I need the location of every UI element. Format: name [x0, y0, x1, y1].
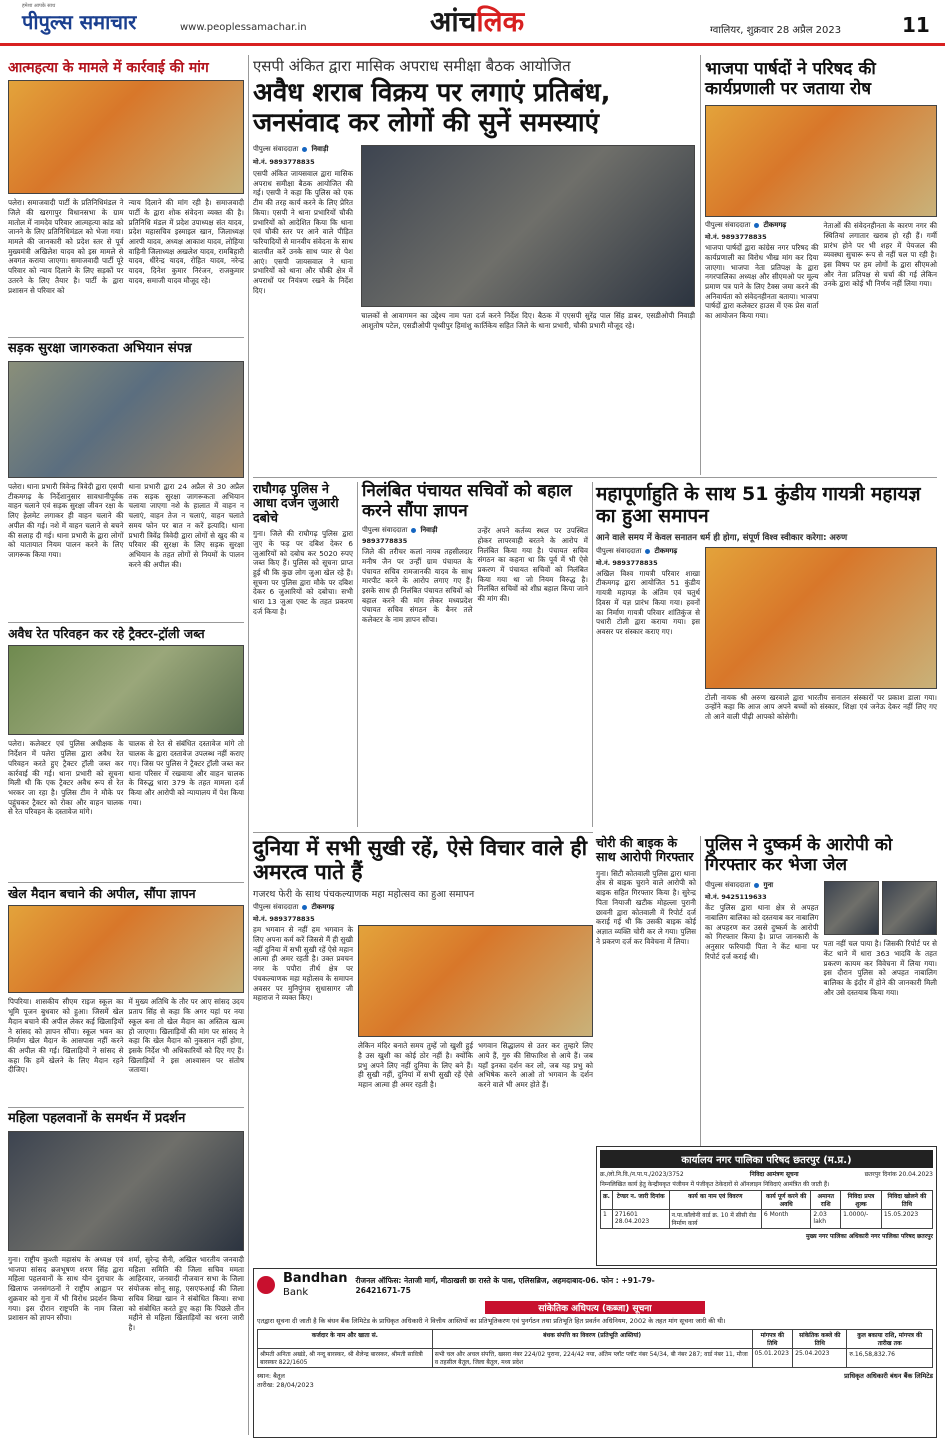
bullet-icon: [645, 549, 650, 554]
story-text: भाजपा पार्षदों द्वारा कांग्रेस नगर परिषद की कार्यप्रणाली का विरोध भीख मांग कर दिया जाएगा। भाजपा नेता प्रतिपक्ष के द्वारा नगरपालिका अध्यक्ष और सीएमओ पर मूल्य प्रमाण पत्र पाने के लिए टैक्स जमा करने की अनिवार्यता को संवेदनहीनता बताया। भाजपा पार्षदों द्वारा कलेक्टर हाउस में एक प्रेस वार्ता का आयोजन किया गया।: [705, 243, 819, 321]
headline: अवैध शराब विक्रय पर लगाएं प्रतिबंध, जनसंवाद कर लोगों की सुनें समस्याएं: [253, 78, 611, 139]
story-rajgarh: [253, 482, 353, 830]
story-text: हम भगवान से नहीं हम भगवान के लिए अपना कर्म करें जिससे मैं ही सुखी नहीं दुनिया में सभी सुखी रहें ऐसे महान आत्मा ही अमर रहती है। उक्त प्रवचन नगर के पपौरा तीर्थ क्षेत्र पर पंचकल्याणक महा महोत्सव के समापन अवसर पर मुनिपुंगव सुधासागर जी महाराज ने व्यक्त किए।: [253, 925, 353, 1003]
divider: [8, 622, 244, 623]
bullet-icon: [754, 223, 759, 228]
bank-place: स्थान: बैतूल: [257, 1371, 285, 1380]
mobile-number: मो.नं. 9893778835: [705, 233, 767, 242]
story-text: पलेरा। समाजवादी पार्टी के प्रतिनिधिमंडल ने जिले की खरगापुर विधानसभा के ग्राम मातोल में नामदेव परिवार आत्महत्या कांड को जानने के लिए प्रतिनिधिमंडल को भेजा गया। मामले की जानकारी को प्रदेश स्तर से पूर्व मुख्यमंत्री अखिलेश यादव को इस मामले से अवगत कराया जाएगा। समाजवादी पार्टी पूरे परिवार को न्याय दिलाने के लिए सड़कों पर उतरने के लिए तैयार है। पार्टी के द्वारा प्रशासन से परिवार को: [8, 198, 124, 295]
table-row: श्रीमती अनिता अखंडे, श्री नन्दू बारस्कर, श्री शैलेन्द्र बारस्कर, श्रीमती सावित्री बारस्कर 822/1605 सभी चल और अचल संपत्ति, खसरा नंबर 224/02 पुराना, 224/42 नया, अंतिम प्लॉट प्लॉट नंबर 54/34, बी नंबर 287; वार्ड नंबर 11, मौजा व तहसील बैतूल, जिला बैतूल, मध्य प्रदेश 05.01.2023 25.04.2023 रु.16,58,832.76: [258, 1348, 933, 1367]
headline: खेल मैदान बचाने की अपील, सौंपा ज्ञापन: [8, 886, 196, 901]
story-text: चालक से रेत से संबंधित दस्तावेज मांगे तो चालक के द्वारा दस्तावेज उपलब्ध नहीं कराए गए। जिस पर पुलिस ने ट्रैक्टर ट्रॉली जब्त कर थाना परिसर में रखवाया और वाहन चालक के विरुद्ध धारा 379 के तहत मामला दर्ज किया और आरोपी को न्यायालय में पेश किया गया।: [128, 739, 244, 807]
tender-ref: क्र./लो.नि.वि./न.पा.प./2023/3752: [600, 1171, 684, 1178]
story-text: पिपरिया। शासकीय सीएम राइज स्कूल का भूमि पूजन बुधवार को हुआ। जिसमें खेल मैदान बचाने की अपील लेकर कई खिलाड़ियों ने सांसद को ज्ञापन सौंपा। स्कूल भवन का निर्माण खेल मैदान के आसपास नहीं करने की अपील की गई। खिलाड़ियों ने सांसद से कहा कि हमें खेलने के लिए मैदान रहने दीजिए।: [8, 997, 124, 1075]
headline: भाजपा पार्षदों ने परिषद की कार्यप्रणाली पर जताया रोष: [705, 59, 876, 99]
column-divider: [700, 55, 701, 475]
divider: [8, 1107, 244, 1108]
divider: [8, 882, 244, 883]
mobile-number: 9893778835: [362, 537, 408, 546]
story-tractor: [8, 627, 244, 879]
bank-logo-icon: [257, 1276, 275, 1294]
story-gayatri: [596, 484, 937, 824]
story-suspended: [362, 482, 588, 830]
masthead: [0, 0, 945, 46]
story-text: गुना। जिले की राघौगढ़ पुलिस द्वारा जुए के फड़ पर दबिश देकर 6 जुआरियों को दबोच कर 5020 रुपए जब्त किए हैं। पुलिस को सूचना प्राप्त हुई थी कि कुछ लोग जुआ खेल रहे हैं। सूचना पर पुलिस द्वारा मौके पर दबिश देकर 6 जुआरियों को दबोचा। सभी धारा 13 जुआ एक्ट के तहत प्रकरण दर्ज किया है।: [253, 529, 353, 616]
photo-protest-group: [8, 80, 244, 194]
story-text: थाना प्रभारी द्वारा 24 अप्रैल से 30 अप्रैल तक सड़क सुरक्षा जागरूकता अभियान चलाया जाएगा नशे के हालात में वाहन न चलाएं, वाहन तेज न चलाएं, वाहन चलाते समय फोन पर बात न करें इत्यादि। थाना प्रभारी त्रिवेंद्र त्रिवेदी द्वारा लोगों से खुद की व परिवार की सुरक्षा के लिए सड़क सुरक्षा अभियान के तहत लोगों से नियमों के पालन करने की अपील की।: [128, 481, 244, 569]
headline: महापूर्णाहुति के साथ 51 कुंडीय गायत्री महायज्ञ का हुआ समापन: [596, 483, 921, 527]
photo-yagya: [705, 547, 937, 689]
photo-players-memorandum: [8, 905, 244, 993]
story-text: पलेरा। कलेक्टर एवं पुलिस अधीक्षक के निर्देशन में पलेरा पुलिस द्वारा अवैध रेत परिवहन करते हुए ट्रैक्टर ट्रॉली जब्त कर कार्रवाई की गई। थाना प्रभारी को सूचना मिली थी कि एक ट्रैक्टर अवैध रूप से रेत भरकर जा रहा है। पुलिस टीम ने मौके पर पहुंचकर ट्रैक्टर को रोका और वाहन चालक से रेत परिवहन के दस्तावेज मांगे।: [8, 739, 124, 817]
story-text: नेताओं की संवेदनहीनता के कारण नगर की स्थितियां लगातार खराब हो रही हैं। गर्मी प्रारंभ होने पर भी शहर में पेयजल की व्यवस्था सुचारू रूप से नहीं चल पा रही है। इस विषय पर हम लोगों के द्वारा सीएमओ और नेता प्रतिपक्ष से चर्चा की गई लेकिन उनके द्वारा कोई भी निर्णय नहीं लिया गया।: [823, 221, 937, 289]
tender-table: [600, 1190, 933, 1229]
photo-road-safety-rally: [8, 361, 244, 478]
column-divider: [700, 836, 701, 1146]
divider: [8, 337, 244, 338]
byline: पीपुल्स संवाददाता टीकमगढ़: [596, 546, 678, 555]
bullet-icon: [754, 883, 759, 888]
headline: चोरी की बाइक के साथ आरोपी गिरफ्तार: [596, 835, 694, 865]
headline: दुनिया में सभी सुखी रहें, ऐसे विचार वाले ही अमरत्व पाते हैं: [253, 836, 588, 885]
byline: पीपुल्स संवाददाता निवाड़ी: [362, 526, 438, 535]
bullet-icon: [302, 905, 307, 910]
column-divider: [592, 482, 593, 827]
story-road-safety: [8, 342, 244, 620]
tender-notice: [596, 1146, 937, 1266]
headline: निलंबित पंचायत सचिवों को बहाल करने सौंपा ज्ञापन: [362, 481, 572, 521]
story-text: अखिल विश्व गायत्री परिवार शाखा टीकमगढ़ द्वारा आयोजित 51 कुंडीय गायत्री महायज्ञ के अंतिम एवं चतुर्थ दिवस में यज्ञ प्रारंभ किया गया। हवनों का निर्माण गायत्री परिवार शांतिकुंज से पधारी टोली द्वारा कराया गया। इस अवसर पर संस्कार कराए गए।: [596, 568, 700, 636]
story-parshad: [705, 60, 937, 474]
headline: पुलिस ने दुष्कर्म के आरोपी को गिरफ्तार कर भेजा जेल: [705, 835, 893, 875]
bullet-icon: [302, 147, 307, 152]
headline: महिला पहलवानों के समर्थन में प्रदर्शन: [8, 1111, 186, 1126]
mobile-number: मो.नं. 9893778835: [253, 915, 315, 924]
story-text: केंट पुलिस द्वारा थाना क्षेत्र से अपहत नाबालिग बालिका को दस्तयाब कर नाबालिग का अपहरण कर उससे दुष्कर्म के आरोपी को गिरफ्तार किया है। प्राप्त जानकारी के अनुसार फरियादी पिता ने केंट थाना पर रिपोर्ट दर्ज कराई थी।: [705, 903, 819, 961]
website[interactable]: www.peoplessamachar.in: [180, 22, 307, 33]
story-text: में मुख्य अतिथि के तौर पर आए सांसद उदय प्रताप सिंह से कहा कि अगर यहां पर नया स्कूल बना तो खेल मैदान का अस्तित्व खत्म हो जाएगा। खिलाड़ियों की मांग पर सांसद ने कहा कि खेल मैदान को नुकसान नहीं होगा, इसके निर्देश भी अधिकारियों को दिए गए हैं। खिलाड़ियों ने इस आश्वासन पर संतोष जताया।: [128, 997, 244, 1075]
story-text: भगवान सिद्धालय से उतर कर तुम्हारे लिए आये हैं, गुरु की सिफारिश से आये हैं। जब यहाँ इनका दर्शन कर लो, जब यह प्रभु को अभिषेक करने आओ तो भगवान के दर्शन करने वाले भी अमर होते हैं।: [478, 1041, 593, 1090]
story-chori: [596, 836, 696, 1146]
bank-address: रीजनल ऑफिस: नेताजी मार्ग, मीठाखली छः रास्ते के पास, एलिसब्रिज, अहमदाबाद-06. फोन : +91-79-26421671-75: [355, 1275, 655, 1295]
bank-date: तारीख: 28/04/2023: [257, 1380, 314, 1389]
column-divider: [357, 482, 358, 827]
bank-intro: एतद्वारा सूचना दी जाती है कि बंधन बैंक लिमिटेड के प्राधिकृत अधिकारी ने वित्तीय आस्तियों का प्रतिभूतिकरण एवं पुनर्गठन तथा प्रतिभूति हित प्रवर्तन अधिनियम, 2002 के तहत मांग सूचना जारी की थी।: [257, 1317, 726, 1326]
mobile-number: मो.नं. 9893778835: [253, 158, 315, 167]
story-sp-meeting: [253, 58, 695, 474]
bank-notice-title: सांकेतिक अधिपत्य (कब्जा) सूचना: [485, 1301, 705, 1314]
photo-accused-2: [882, 881, 937, 935]
headline: आत्महत्या के मामले में कार्रवाई की मांग: [8, 60, 209, 76]
bullet-icon: [411, 528, 416, 533]
tender-signatory: मुख्य नगर पालिका अधिकारी नगर पालिका परिषद छतरपुर: [805, 1233, 933, 1240]
story-text: पता नहीं चल पाया है। जिसकी रिपोर्ट पर से केंट थाने में धारा 363 भादवि के तहत प्रकरण कायम कर विवेचना में लिया गया। इस दौरान पुलिस को अपहत नाबालिग बालिका के इंदौर में होने की जानकारी मिली और उसे दस्तयाब किया गया।: [823, 939, 937, 997]
bank-table: [257, 1329, 933, 1368]
divider: [253, 477, 937, 478]
headline: सड़क सुरक्षा जागरुकता अभियान संपन्न: [8, 341, 192, 356]
story-playground: [8, 887, 244, 1105]
subhead: गजरथ फेरी के साथ पंचकल्याणक महा महोत्सव का हुआ समापन: [253, 889, 475, 901]
photo-meeting-hall: [361, 145, 695, 307]
brand-tag: हमेशा आपके साथ: [22, 3, 56, 9]
story-text: गुना। सिटी कोतवाली पुलिस द्वारा थाना क्षेत्र से बाइक चुराने वाले आरोपी को बाइक सहित गिरफ्तार किया है। सुरेन्द्र पिता नियाजी खटीक मोहल्ला पुरानी छावनी द्वारा कोतवाली में रिपोर्ट दर्ज कराई गई थी कि उसकी बाइक कोई अज्ञात व्यक्ति चोरी कर ले गया। पुलिस ने प्रकरण दर्ज कर विवेचना में लिया।: [596, 868, 696, 946]
headline: राघौगढ़ पुलिस ने आधा दर्जन जुआरी दबोचे: [253, 481, 339, 525]
column-divider: [248, 55, 249, 1435]
story-wrestlers: [8, 1112, 244, 1437]
tender-date: छतरपुर दिनांक 20.04.2023: [864, 1171, 933, 1178]
byline: पीपुल्स संवाददाता गुना: [705, 881, 774, 890]
brand-logo: पीपुल्स समाचार: [22, 10, 137, 34]
page-number: 11: [902, 13, 930, 37]
photo-gajrath-procession: [358, 925, 593, 1037]
story-text: शर्मा, सुरेन्द्र सैनी, अखिल भारतीय जनवादी महिला समिति की जिला सचिव ममता आहिरवार, जनवादी नौजवान सभा के जिला संयोजक सोनू साहू, एसएफआई की जिला सचिव शिखा खान ने संबोधित किया। सभा को संबोधित करते हुए कहा कि पिछले तीन महीने से महिला खिलाड़ियों का धरना जारी है।: [128, 1254, 244, 1332]
divider: [253, 832, 593, 833]
story-text: उन्हेंर अपने कर्तव्य स्थल पर उपस्थित होकर लापरवाही बरतने के आरोप में निलंबित किया गया है। पंचायत सचिव संगठन का कहना था कि पूर्व में भी ऐसे प्रकरण में पंचायत सचिवों को निलंबित किया गया था जो नियम विरुद्ध है। निलंबित सचिवों को शीघ्र बहाल किया जाने की मांग की।: [477, 526, 588, 604]
mobile-number: मो.नं. 9425119633: [705, 893, 767, 902]
dateline: ग्वालियर, शुक्रवार 28 अप्रैल 2023: [710, 25, 842, 36]
photo-seized-tractor: [8, 645, 244, 735]
story-text: टोली नायक श्री अरुण खरवाले द्वारा भारतीय सनातन संस्कारों पर प्रकाश डाला गया। उन्होंने कहा कि आज आप अपने बच्चों को संस्कार, शिक्षा एवं जनेऊ देकर नहीं लिए गए तो आने वाली पीढ़ी आपको कोसेगी।: [705, 692, 937, 722]
story-dushkarm: [705, 836, 937, 1146]
table-header-row: कर्जदार के नाम और खाता सं. बंधक संपत्ति का विवरण (प्रतिभूति आस्तियां) मांगपत्र की तिथि सांकेतिक कब्जे की तिथि कुल बकाया राशि, मांगपत्र की तारीख तक: [258, 1329, 933, 1348]
story-suicide: [8, 60, 244, 335]
story-text: लेकिन मंदिर बनाते समय तुम्हें जो खुशी हुई है उस खुशी का कोई ठोर नहीं है। क्योंकि प्रभु अपने लिए नहीं दुनिया के लिए बने हैं। ही सुखी नहीं, दुनियां में सभी सुखी रहें ऐसे महान आत्मा ही अमर रहती है।: [358, 1041, 473, 1090]
photo-councillors: [705, 105, 937, 217]
story-text: न्याय दिलाने की मांग रही है। समाजवादी पार्टी के द्वारा शोक संवेदना व्यक्त की है। प्रतिनिधि मंडल में प्रदेश उपाध्यक्ष संत यादव, प्रदेश महासचिव इस्माइल खान, जिलाध्यक्ष आरपी यादव, अध्यक्ष आकाश यादव, लोहिया वाहिनी जिलाध्यक्ष अखलेश यादव, रामबिहारी यादव, धीरेन्द्र यादव, रोहित यादव, नरेन्द्र यादव, दिनेश कुमार निरंजन, राजकुमार यादव, समाजी यादव मौजूद रहे।: [128, 198, 244, 285]
story-text: पलेरा। थाना प्रभारी त्रिवेन्द्र त्रिवेदी द्वारा एसपी टीकमगढ़ के निर्देशानुसार सावधानीपूर्वक वाहन चलाने एवं सड़क सुरक्षा जीवन रक्षा के लिए हेलमेट लगाकर ही वाहन चलाने की अपील की गई। नशे में वाहन चलाने से बचने की सलाह दी गई। थाना प्रभारी के द्वारा लोगों को यातायात नियम पालन करने के लिए जागरूक किया गया।: [8, 481, 124, 559]
table-row: 1 271601 28.04.2023 न.पा.कॉलोनी वार्ड क्र. 10 में सीसी रोड निर्माण कार्य 6 Month 2.03 lakh 1.0000/- 15.05.2023: [601, 1210, 933, 1229]
story-text: चालकों से आवागमन का उद्देश्य नाम पता दर्ज करने निर्देश दिए। बैठक में एएसपी सुरेंद्र पाल सिंह डाबर, एसडीओपी निवाड़ी आशुतोष पटेल, एसडीओपी पृथ्वीपुर हिमांशु कार्तिकेय सहित जिले के थाना प्रभारी, चौकी प्रभारी मौजूद रहे।: [361, 311, 695, 330]
byline: पीपुल्स संवाददाता टीकमगढ़: [253, 903, 335, 912]
bank-ad: [253, 1268, 937, 1438]
story-text: जिले की तरीचर कलां नायब तहसीलदार मनीष जैन पर उन्हीं ग्राम पंचायत के पंचायत सचिव रामजानकी यादव के साथ मारपीट करने के आरोप लगाए गए हैं। इसके साथ ही निलंबित पंचायत सचिवों को बहाल करने की मांग लेकर मध्यप्रदेश पंचायत सचिव संगठन के बैनर तले कलेक्टर के नाम ज्ञापन सौंपा।: [362, 547, 473, 625]
tender-title: कार्यालय नगर पालिका परिषद छतरपुर (म.प्र.): [600, 1150, 933, 1168]
bank-logo-text: Bandhan Bank: [283, 1271, 348, 1298]
tender-notice-label: निविदा आमंत्रण सूचना: [749, 1171, 799, 1178]
story-text: गुना। राष्ट्रीय कुश्ती महासंघ के अध्यक्ष एवं भाजपा सांसद ब्रजभूषण शरण सिंह द्वारा महिला पहलवानों के साथ यौन दुराचार के खिलाफ जनसंगठनों ने राष्ट्रीय आह्वान पर शुक्रवार को गुना में भी विरोध प्रदर्शन किया गया। इस दौरान राष्ट्रपति के नाम जिला प्रशासन को ज्ञापन सौंपा।: [8, 1254, 124, 1323]
subhead: आने वाले समय में केवल सनातन धर्म ही होगा, संपूर्ण विश्व स्वीकार करेगा: अरुण: [596, 532, 848, 543]
bank-signatory: प्राधिकृत अधिकारी बंधन बैंक लिमिटेड: [844, 1371, 933, 1380]
photo-wrestlers-protest: [8, 1131, 244, 1251]
section-title: आंचलिक: [430, 5, 525, 38]
photo-accused-1: [824, 881, 879, 935]
kicker: एसपी अंकित द्वारा मासिक अपराध समीक्षा बैठक आयोजित: [253, 57, 571, 75]
byline: पीपुल्स संवाददाता टीकमगढ़: [705, 221, 787, 230]
story-text: एसपी अंकित जायसवाल द्वारा मासिक अपराध समीक्षा बैठक आयोजित की गई। एसपी ने कहा कि पुलिस को एक टीम की तरह कार्य करने के लिए प्रेरित किया। एसपी ने थाना प्रभारियों चौकी प्रभारियों को आदेशित किया कि थाना एवं चौकी स्तर पर आने वाले पीड़ित फरियादियों से मानवीय संवेदना के साथ बातचीत करें उनके साथ प्यार से पेश आएं। एसपी जायसवाल ने थाना प्रभारियों को थाना और चौकी क्षेत्र में अपराधों पर नियंत्रण रखने के निर्देश दिए।: [253, 169, 353, 295]
byline: पीपुल्स संवाददाता निवाड़ी: [253, 145, 329, 154]
mobile-number: मो.नं. 9893778835: [596, 558, 658, 567]
story-punyatma: [253, 836, 593, 1146]
headline: अवैध रेत परिवहन कर रहे ट्रैक्टर-ट्रॉली जब्त: [8, 626, 205, 641]
table-header-row: क्र. टेण्डर न. जारी दिनांक कार्य का नाम एवं विवरण कार्य पूर्ण करने की अवधि अमानत राशि निविदा प्रपत्र शुल्क निविदा खोलने की तिथि: [601, 1191, 933, 1210]
tender-intro: निम्नलिखित कार्य हेतु केन्द्रीयकृत पंजीयन में पंजीकृत ठेकेदारों से ऑनलाइन निविदाएं आमंत्रित की जाती हैं।: [600, 1181, 830, 1188]
